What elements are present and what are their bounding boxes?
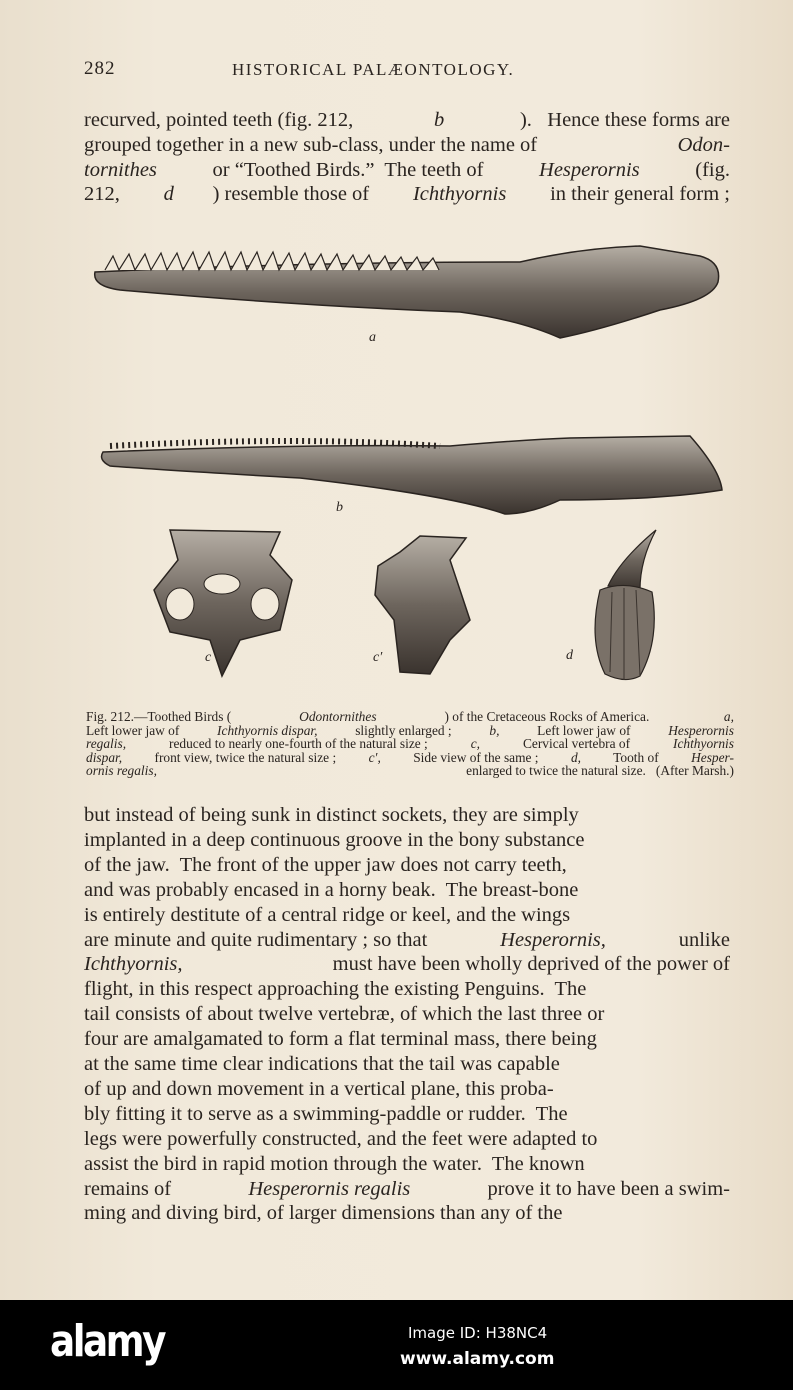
text-line (84, 903, 730, 928)
text-segment: at the same time clear indications that the tail was capable (84, 1053, 560, 1075)
text-line (84, 853, 730, 878)
text-segment: recurved, pointed teeth (fig. 212, (84, 109, 359, 131)
text-segment: slightly enlarged ; (351, 722, 456, 738)
text-segment: front view, twice the natural size ; (151, 749, 340, 765)
italic-text: Hesper- (691, 749, 734, 765)
text-line (84, 928, 730, 953)
text-segment: must have been wholly deprived of the power of (327, 953, 730, 976)
text-line (84, 803, 730, 828)
italic-text: d (163, 183, 174, 206)
italic-text: Hesperornis (539, 158, 640, 181)
text-line (84, 1102, 730, 1127)
running-title: HISTORICAL PALÆONTOLOGY. (232, 60, 515, 79)
italic-text: Ichthyornis (672, 736, 734, 752)
text-segment: implanted in a deep continuous groove in the bony substance (84, 828, 585, 851)
italic-text: c′, (368, 749, 381, 765)
vertebra-c-prime-side (375, 536, 470, 674)
italic-text: Ichthyornis, (84, 953, 183, 976)
text-line (84, 1002, 730, 1027)
text-segment: in their general form ; (544, 183, 730, 206)
text-line (84, 1027, 730, 1052)
figure-label-b: b (336, 500, 343, 515)
text-segment: assist the bird in rapid motion through the water. The known (84, 1152, 585, 1175)
page-number: 282 (84, 58, 116, 79)
text-segment: remains of (84, 1177, 177, 1200)
text-line (84, 828, 730, 853)
italic-text: tornithes (84, 158, 157, 181)
text-segment: 212, (84, 183, 125, 206)
text-line (84, 1152, 730, 1177)
text-segment: Tooth of (610, 749, 663, 765)
text-segment: of the jaw. The front of the upper jaw does not carry teeth, (84, 853, 567, 876)
italic-text: Hesperornis, (500, 928, 606, 951)
text-segment: flight, in this respect approaching the existing Penguins. The (84, 978, 587, 1001)
text-segment: are minute and quite rudimentary ; so that (84, 928, 433, 951)
text-segment: Side view of the same ; (409, 749, 542, 765)
text-segment: four are amalgamated to form a flat terminal mass, there being (84, 1028, 597, 1051)
text-segment: and was probably encased in a horny beak. The breast-bone (84, 878, 579, 901)
alamy-logo: alamy (50, 1316, 164, 1367)
italic-text: Ichthyornis (412, 183, 507, 206)
italic-text: Ichthyornis dispar, (217, 722, 318, 738)
text-line (84, 1201, 730, 1226)
italic-text: a, (723, 709, 734, 724)
text-segment: or “Toothed Birds.” The teeth of (207, 158, 489, 181)
text-line (84, 1077, 730, 1102)
caption-line (86, 724, 734, 738)
text-segment: of up and down movement in a vertical plane, this proba- (84, 1077, 554, 1100)
text-segment: reduced to nearly one-fourth of the natural size ; (165, 736, 432, 752)
italic-text: Odontornithes (299, 709, 377, 724)
text-line (84, 1052, 730, 1077)
italic-text: regalis, (86, 736, 127, 752)
figure-label-c: c (205, 650, 212, 665)
figure-label-a: a (369, 330, 376, 345)
italic-text: ornis regalis, (86, 763, 157, 779)
text-segment: (fig. (690, 158, 730, 181)
vertebra-c-front (154, 530, 292, 676)
figure-label-c-prime: c′ (373, 650, 383, 665)
italic-text: Hesperornis (668, 722, 734, 738)
text-segment: is entirely destitute of a central ridge or keel, and the wings (84, 903, 571, 926)
text-segment: prove it to have been a swim- (482, 1177, 730, 1200)
caption-line (86, 764, 734, 778)
text-segment: Left lower jaw of (86, 722, 183, 738)
watermark-url: www.alamy.com (400, 1349, 555, 1369)
text-segment: tail consists of about twelve vertebræ, of which the last three or (84, 1003, 605, 1026)
figure-label-d: d (566, 648, 573, 663)
caption-line (86, 710, 734, 724)
jaw-b-hesperornis (102, 436, 722, 514)
text-segment: but instead of being sunk in distinct sockets, they are simply (84, 804, 579, 826)
italic-text: c, (470, 736, 481, 752)
caption-line (86, 737, 734, 751)
text-line (84, 952, 730, 977)
text-segment: Fig. 212.—Toothed Birds ( (86, 709, 232, 724)
text-segment: Left lower jaw of (533, 722, 634, 738)
italic-text: d, (570, 749, 581, 765)
italic-text: b (434, 109, 445, 131)
text-segment: ming and diving bird, of larger dimensions than any of the (84, 1202, 563, 1225)
text-segment: grouped together in a new sub-class, under the name of (84, 133, 543, 156)
text-segment: ). Hence these forms are (519, 109, 730, 131)
tooth-d (595, 530, 656, 680)
text-line (84, 1177, 730, 1202)
text-segment: Cervical vertebra of (519, 736, 634, 752)
figure-212-illustration (0, 0, 793, 690)
jaw-a-ichthyornis (95, 246, 719, 338)
caption-line (86, 751, 734, 765)
text-segment: bly fitting it to serve as a swimming-paddle or rudder. The (84, 1102, 568, 1125)
italic-text: Odon- (677, 133, 730, 156)
text-line (84, 878, 730, 903)
text-segment: ) resemble those of (212, 183, 375, 206)
italic-text: Hesperornis regalis (248, 1177, 411, 1200)
text-segment: unlike (673, 928, 730, 951)
italic-text: dispar, (86, 749, 123, 765)
text-segment: enlarged to twice the natural size. (After Marsh.) (462, 763, 734, 779)
italic-text: b, (489, 722, 500, 738)
text-segment: legs were powerfully constructed, and the feet were adapted to (84, 1127, 598, 1150)
watermark-banner (0, 1300, 793, 1390)
text-line (84, 1127, 730, 1152)
text-segment: ) of the Cretaceous Rocks of America. (444, 709, 657, 724)
image-id: Image ID: H38NC4 (408, 1324, 548, 1342)
text-line (84, 977, 730, 1002)
